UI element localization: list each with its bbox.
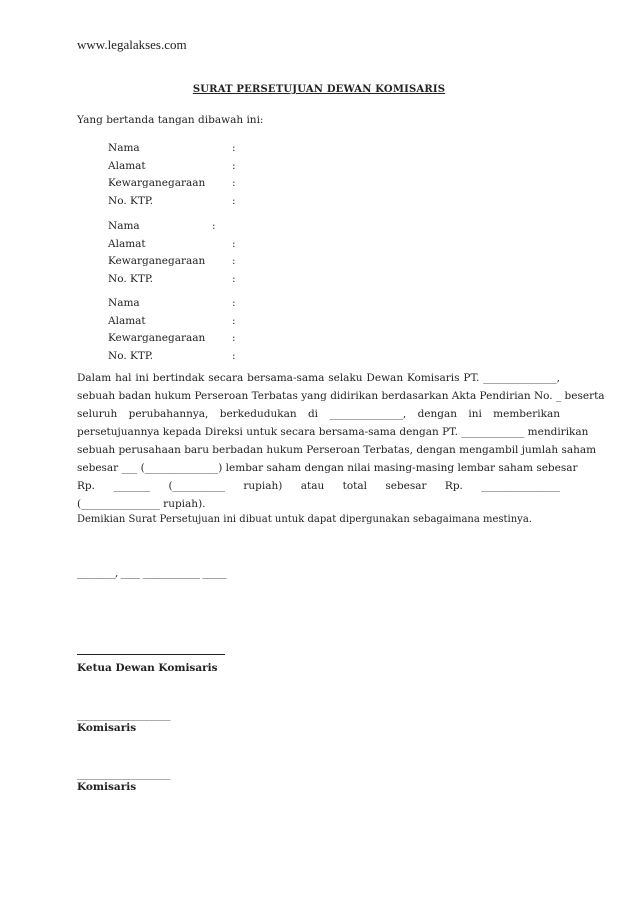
field-colon: : <box>232 272 236 285</box>
field-colon: : <box>232 177 236 189</box>
field-colon: : <box>232 142 236 154</box>
field-colon: : <box>232 255 236 267</box>
signature-line-chairman <box>77 654 225 655</box>
field-colon: : <box>232 314 236 327</box>
field-label: Alamat <box>108 237 146 250</box>
closing-statement: Demikian Surat Persetujuan ini dibuat untuk dapat dipergunakan sebagaimana mestinya. <box>77 514 532 525</box>
paragraph-line: sebuah badan hukum Perseroan Terbatas yang didirikan berdasarkan Akta Pendirian No. _ beserta <box>77 390 605 402</box>
signature-blank-commissioner-1: ____________________ <box>77 709 171 721</box>
document-title: SURAT PERSETUJUAN DEWAN KOMISARIS <box>192 84 446 95</box>
paragraph-line: Dalam hal ini bertindak secara bersama-sama selaku Dewan Komisaris PT. ______________, <box>77 372 560 384</box>
field-label: Alamat <box>108 159 146 172</box>
signature-role-commissioner-1: Komisaris <box>77 722 137 734</box>
field-label: No. KTP. <box>108 194 154 207</box>
field-label: Nama <box>108 297 140 309</box>
field-label: Alamat <box>108 314 146 327</box>
field-label: No. KTP. <box>108 272 154 285</box>
field-colon: : <box>232 297 236 309</box>
field-label: Kewarganegaraan <box>108 255 206 267</box>
paragraph-line: Rp. _______ (__________ rupiah) atau total sebesar Rp. _______________ <box>77 480 560 492</box>
paragraph-line: sebesar ___ (______________) lembar saham dengan nilai masing-masing lembar saham sebesar <box>77 462 578 474</box>
field-label: Kewarganegaraan <box>108 332 206 344</box>
field-label: Kewarganegaraan <box>108 177 206 189</box>
field-colon: : <box>232 332 236 344</box>
field-label: Nama <box>108 142 140 154</box>
place-date-line: ________, ____ ____________ _____ <box>77 567 227 579</box>
signature-role-chairman: Ketua Dewan Komisaris <box>77 662 218 674</box>
field-label: No. KTP. <box>108 349 154 362</box>
field-colon: : <box>232 194 236 207</box>
paragraph-line: (_______________ rupiah). <box>77 498 206 510</box>
paragraph-line: seluruh perubahannya, berkedudukan di ______________, dengan ini memberikan <box>77 408 560 420</box>
website-url[interactable]: www.legalakses.com <box>77 37 187 52</box>
paragraph-line: sebuah perusahaan baru berbadan hukum Perseroan Terbatas, dengan mengambil jumlah saham <box>77 444 597 456</box>
signature-role-commissioner-2: Komisaris <box>77 781 137 793</box>
field-colon: : <box>232 159 236 172</box>
body-paragraph <box>77 369 605 513</box>
field-colon: : <box>232 349 236 362</box>
field-colon: : <box>232 237 236 250</box>
field-label: Nama <box>108 220 140 232</box>
signature-blank-commissioner-2: ____________________ <box>77 768 171 780</box>
paragraph-line: persetujuannya kepada Direksi untuk secara bersama-sama dengan PT. ____________ mendirikan <box>77 426 589 438</box>
intro-text: Yang bertanda tangan dibawah ini: <box>77 114 264 126</box>
field-colon: : <box>212 220 216 232</box>
